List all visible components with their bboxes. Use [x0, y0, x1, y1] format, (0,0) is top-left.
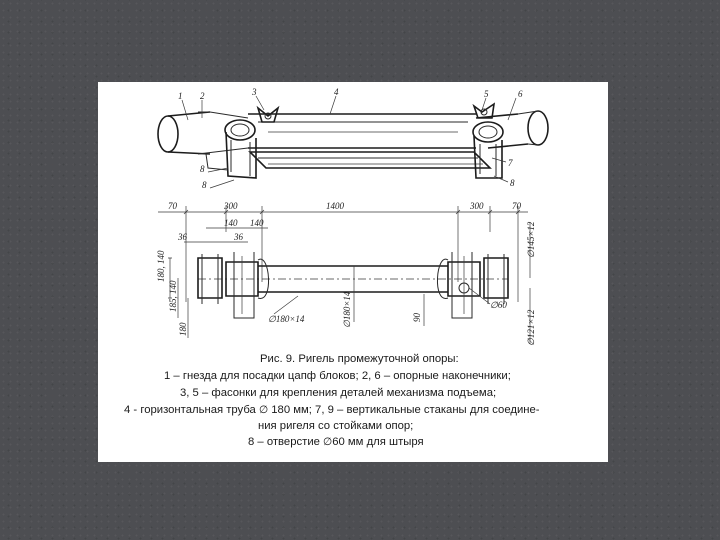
callout-4: 4 [334, 87, 339, 97]
dim-hole-60: ∅60 [490, 300, 507, 310]
callout-8-left-b: 8 [202, 180, 207, 190]
dim-140-a: 140 [224, 218, 238, 228]
caption-line-2: 1 – гнезда для посадки цапф блоков; 2, 6 – опорные наконечники; [164, 370, 511, 382]
caption-line-5: ния ригеля со стойками опор; [258, 420, 414, 432]
dimensioned-elevation [156, 201, 536, 346]
dim-36-b: 36 [234, 232, 243, 242]
callout-3: 3 [252, 87, 257, 97]
figure-panel [98, 82, 608, 462]
dim-300-right: 300 [470, 201, 484, 211]
dim-180-140: 180, 140 [156, 250, 166, 282]
figure-caption [98, 350, 608, 462]
caption-line-6-part-b: 60 мм для штыря [332, 436, 424, 448]
dim-right-bottom: ∅121×12 [526, 309, 536, 346]
callout-2: 2 [200, 91, 205, 101]
dim-36-a: 36 [178, 232, 187, 242]
dim-right-top: ∅145×12 [526, 221, 536, 258]
callout-8-left: 8 [200, 164, 205, 174]
dim-180-left: 180 [178, 322, 188, 336]
caption-title: Рис. 9. Ригель промежуточной опоры: [260, 353, 459, 365]
diameter-symbol: ∅ [323, 436, 333, 448]
caption-line-4-part-b: 180 мм; 7, 9 – вертикальные стаканы для соедине- [268, 404, 540, 416]
callout-1: 1 [178, 91, 183, 101]
callout-7: 7 [508, 158, 513, 168]
caption-line-6 [248, 436, 424, 448]
dim-70-left: 70 [168, 201, 177, 211]
dim-140-b: 140 [250, 218, 264, 228]
perspective-view [158, 87, 548, 190]
caption-line-3: 3, 5 – фасонки для крепления деталей механизма подъема; [180, 387, 497, 399]
dim-185-140: 185, 140 [168, 280, 178, 312]
caption-line-4 [124, 404, 540, 416]
dim-pipe-h: ∅180×14 [268, 314, 305, 324]
crossbeam-technical-drawing [98, 82, 608, 352]
dim-300-left: 300 [224, 201, 238, 211]
diameter-symbol: ∅ [258, 404, 269, 416]
caption-line-4-part-a: 4 - горизонтальная труба [124, 404, 259, 416]
dim-90: 90 [412, 313, 422, 322]
callout-8-right: 8 [510, 178, 515, 188]
callout-6: 6 [518, 89, 523, 99]
caption-line-6-part-a: 8 – отверстие [248, 436, 324, 448]
dim-70-right: 70 [512, 201, 521, 211]
callout-5: 5 [484, 89, 489, 99]
dim-1400: 1400 [326, 201, 344, 211]
dim-pipe-v: ∅180×14 [342, 291, 352, 328]
